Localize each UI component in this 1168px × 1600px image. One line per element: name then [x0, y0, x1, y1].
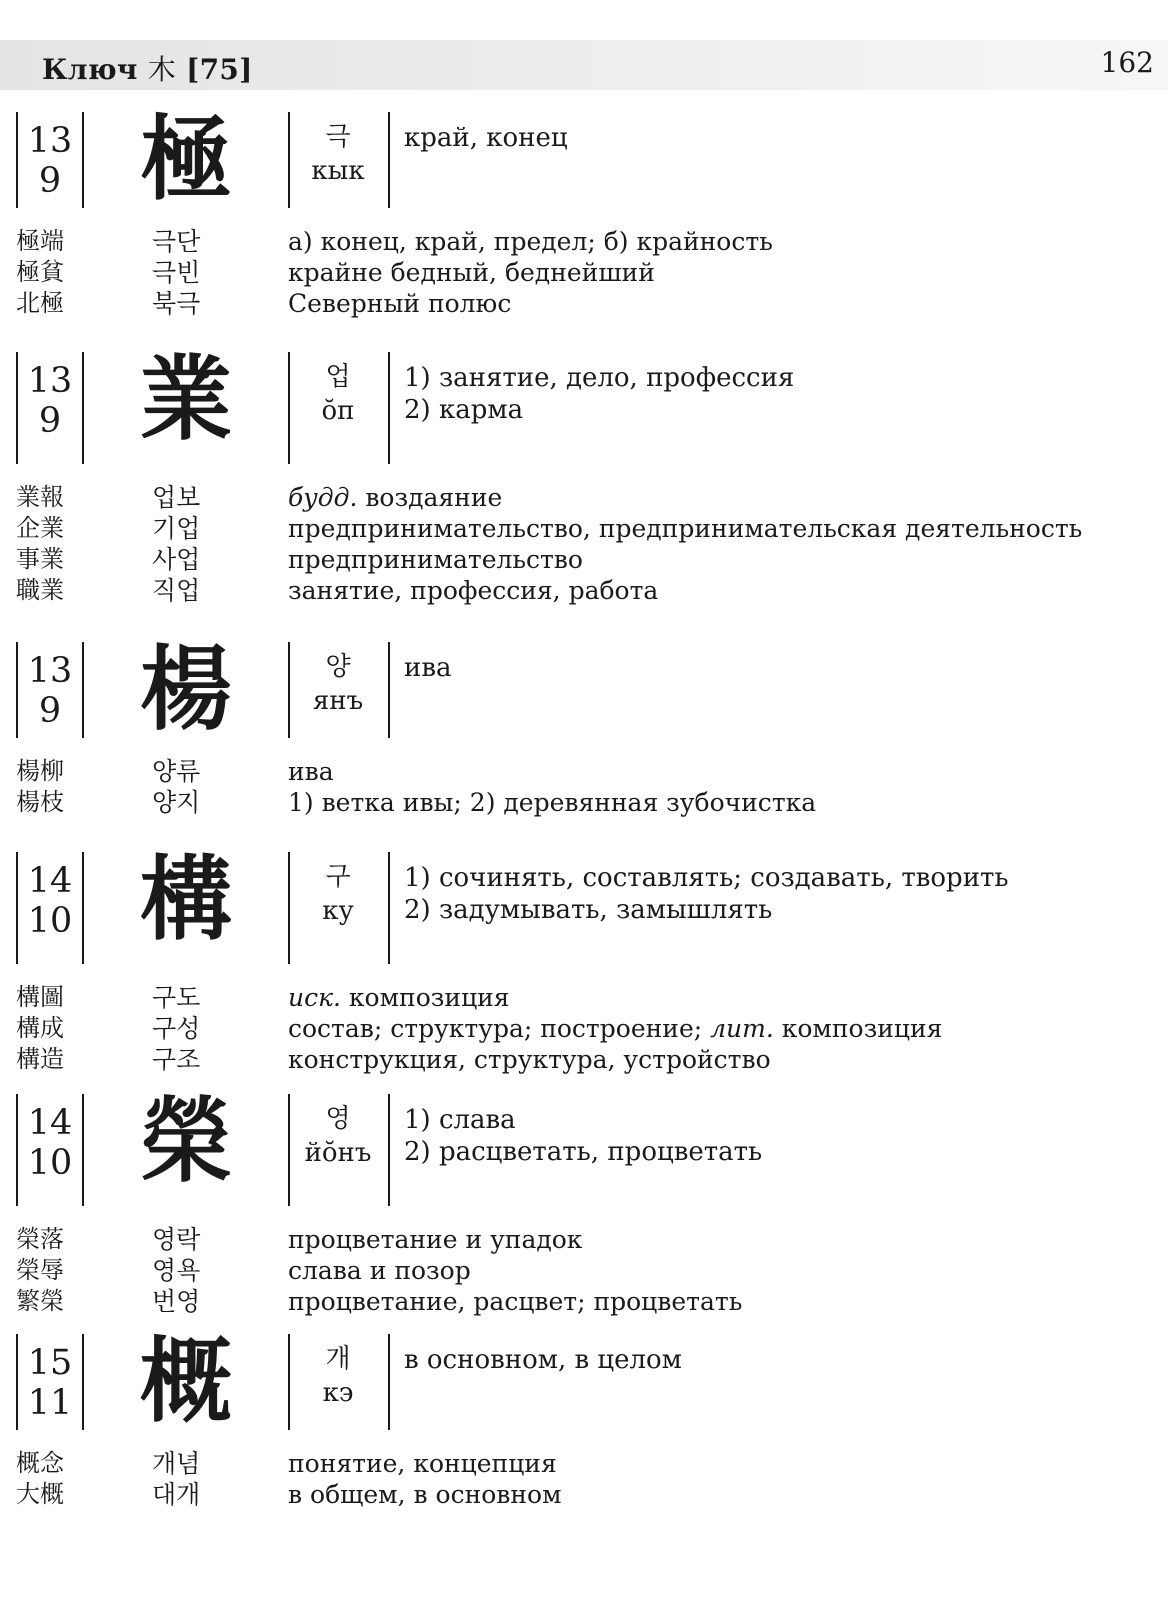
compound-hanja: 楊柳	[16, 757, 64, 785]
compound-hangul: 구성	[152, 1014, 201, 1043]
compound-hanja: 極端	[16, 227, 64, 255]
compound-meaning	[288, 1448, 557, 1479]
compound-meaning	[288, 1013, 942, 1044]
compound-hangul: 대개	[152, 1480, 201, 1509]
total-strokes: 15	[27, 1343, 73, 1383]
compound-hangul: 번영	[152, 1287, 201, 1316]
headword-meaning: край, конец	[404, 123, 568, 153]
usage-label: лит.	[710, 1014, 774, 1043]
extra-strokes: 9	[38, 401, 62, 441]
compound-meaning	[288, 787, 816, 818]
compound-hanja: 業報	[16, 483, 64, 511]
compound-meaning	[288, 513, 1082, 544]
compound-hangul: 업보	[152, 483, 201, 512]
stroke-box-left-rule	[16, 112, 18, 208]
korean-hangul: 구	[325, 862, 351, 892]
meaning-text: предпринимательство	[288, 545, 583, 574]
headword-meaning: 1) сочинять, составлять; создавать, творить	[404, 863, 1009, 893]
compound-row	[0, 787, 1168, 818]
compound-hangul: 기업	[152, 514, 201, 543]
compound-hanja: 構圖	[16, 983, 64, 1011]
meaning-text: крайне бедный, беднейший	[288, 258, 655, 287]
compound-row	[0, 226, 1168, 257]
compound-hanja: 企業	[16, 514, 64, 542]
compound-meaning	[288, 982, 510, 1013]
usage-label: иск.	[288, 983, 341, 1012]
compound-meaning	[288, 1044, 771, 1075]
compound-hanja: 事業	[16, 545, 64, 573]
compound-hangul: 양지	[152, 788, 201, 817]
radical-heading	[42, 48, 253, 88]
compound-hanja: 榮辱	[16, 1256, 64, 1284]
meaning-text: 1) ветка ивы; 2) деревянная зубочистка	[288, 788, 817, 817]
stroke-box-left-rule	[16, 852, 18, 964]
compound-hanja: 楊枝	[16, 788, 64, 816]
compound-meaning	[288, 756, 334, 787]
headword-meaning: 1) слава	[404, 1105, 516, 1135]
meaning-text: воздаяние	[357, 483, 503, 512]
stroke-box-right-rule	[82, 852, 84, 964]
kanji-entry	[0, 106, 1168, 213]
compound-hangul: 영욕	[152, 1256, 201, 1285]
headword-character: 業	[140, 346, 233, 453]
headword-meaning: 1) занятие, дело, профессия	[404, 363, 795, 393]
kanji-entry	[0, 1088, 1168, 1206]
usage-label: будд.	[288, 483, 358, 512]
stroke-box-right-rule	[82, 642, 84, 738]
compound-row	[0, 1044, 1168, 1075]
cyrillic-reading: кэ	[322, 1378, 354, 1408]
korean-hangul: 양	[325, 652, 351, 682]
stroke-box-right-rule	[82, 1094, 84, 1206]
meaning-text: а) конец, край, предел; б) крайность	[288, 227, 773, 256]
compound-hangul: 구도	[152, 983, 201, 1012]
compound-meaning	[288, 1286, 742, 1317]
headword-meaning: ива	[404, 653, 452, 683]
total-strokes: 13	[27, 121, 73, 161]
total-strokes: 14	[27, 1103, 73, 1143]
reading-right-rule	[388, 352, 390, 464]
cyrillic-reading: ŏп	[321, 396, 355, 426]
extra-strokes: 10	[27, 901, 73, 941]
compound-meaning	[288, 544, 583, 575]
compound-meaning	[288, 575, 658, 606]
total-strokes: 13	[27, 361, 73, 401]
headword-meaning: 2) расцветать, процветать	[404, 1137, 763, 1167]
compound-row	[0, 982, 1168, 1013]
compound-row	[0, 1255, 1168, 1286]
headword-character: 極	[140, 106, 233, 213]
meaning-text: конструкция, структура, устройство	[288, 1045, 771, 1074]
headword-meaning: 2) карма	[404, 395, 524, 425]
compound-meaning	[288, 288, 511, 319]
compound-hangul: 구조	[152, 1045, 201, 1074]
meaning-text: понятие, концепция	[288, 1449, 557, 1478]
compound-meaning	[288, 1224, 582, 1255]
headword-character: 楊	[140, 636, 233, 743]
compound-hanja: 繁榮	[16, 1287, 64, 1315]
cyrillic-reading: кык	[311, 156, 365, 186]
radical-character: 木	[147, 53, 176, 86]
reading-right-rule	[388, 852, 390, 964]
korean-hangul: 업	[325, 362, 351, 392]
meaning-text: ива	[288, 757, 334, 786]
meaning-text: процветание и упадок	[288, 1225, 583, 1254]
compound-row	[0, 482, 1168, 513]
extra-strokes: 10	[27, 1143, 73, 1183]
kanji-entry	[0, 346, 1168, 464]
stroke-box-left-rule	[16, 1334, 18, 1430]
page-number: 162	[1100, 46, 1154, 79]
meaning-text: Северный полюс	[288, 289, 512, 318]
heading-prefix: Ключ	[42, 53, 138, 86]
compound-row	[0, 1013, 1168, 1044]
meaning-text: композиция	[340, 983, 510, 1012]
compound-hanja: 北極	[16, 289, 64, 317]
meaning-text: состав; структура; построение;	[288, 1014, 711, 1043]
compound-row	[0, 288, 1168, 319]
stroke-box-right-rule	[82, 112, 84, 208]
cyrillic-reading: ку	[322, 896, 354, 926]
cyrillic-reading: янъ	[312, 686, 364, 716]
compound-hangul: 북극	[152, 289, 201, 318]
extra-strokes: 9	[38, 691, 62, 731]
stroke-box-left-rule	[16, 352, 18, 464]
meaning-text: в общем, в основном	[288, 1480, 562, 1509]
compound-row	[0, 544, 1168, 575]
compound-hangul: 극단	[152, 227, 201, 256]
meaning-text: слава и позор	[288, 1256, 471, 1285]
cyrillic-reading: йŏнъ	[304, 1138, 372, 1168]
radical-number: [75]	[186, 53, 253, 86]
compound-hangul: 양류	[152, 757, 201, 786]
meaning-text: предпринимательство, предпринимательская деятельность	[288, 514, 1083, 543]
compound-row	[0, 756, 1168, 787]
meaning-text: процветание, расцвет; процветать	[288, 1287, 743, 1316]
headword-character: 構	[140, 846, 233, 953]
compound-row	[0, 257, 1168, 288]
compound-hanja: 構成	[16, 1014, 64, 1042]
reading-right-rule	[388, 1334, 390, 1430]
stroke-box-left-rule	[16, 642, 18, 738]
compound-hanja: 構造	[16, 1045, 64, 1073]
kanji-entry	[0, 846, 1168, 964]
compound-row	[0, 1479, 1168, 1510]
compound-hangul: 영락	[152, 1225, 201, 1254]
compound-meaning	[288, 482, 502, 513]
compound-row	[0, 1224, 1168, 1255]
compound-hanja: 職業	[16, 576, 64, 604]
reading-right-rule	[388, 642, 390, 738]
compound-hanja: 大概	[16, 1480, 64, 1508]
compound-row	[0, 575, 1168, 606]
stroke-box-left-rule	[16, 1094, 18, 1206]
headword-meaning: 2) задумывать, замышлять	[404, 895, 773, 925]
compound-meaning	[288, 1479, 562, 1510]
compound-hangul: 직업	[152, 576, 201, 605]
meaning-text: композиция	[773, 1014, 943, 1043]
reading-right-rule	[388, 1094, 390, 1206]
headword-character: 榮	[140, 1088, 233, 1195]
page-header	[0, 40, 1168, 90]
compound-meaning	[288, 1255, 471, 1286]
stroke-box-right-rule	[82, 1334, 84, 1430]
compound-hanja: 榮落	[16, 1225, 64, 1253]
compound-row	[0, 513, 1168, 544]
reading-right-rule	[388, 112, 390, 208]
headword-character: 概	[140, 1328, 233, 1435]
compound-hanja: 極貧	[16, 258, 64, 286]
compound-hanja: 概念	[16, 1449, 64, 1477]
extra-strokes: 9	[38, 161, 62, 201]
total-strokes: 14	[27, 861, 73, 901]
compound-meaning	[288, 257, 655, 288]
compound-meaning	[288, 226, 773, 257]
korean-hangul: 영	[325, 1104, 351, 1134]
korean-hangul: 개	[325, 1344, 351, 1374]
meaning-text: занятие, профессия, работа	[288, 576, 659, 605]
kanji-entry	[0, 1328, 1168, 1435]
headword-meaning: в основном, в целом	[404, 1345, 682, 1375]
extra-strokes: 11	[27, 1383, 73, 1423]
compound-hangul: 개념	[152, 1449, 201, 1478]
korean-hangul: 극	[325, 122, 351, 152]
compound-hangul: 극빈	[152, 258, 201, 287]
compound-row	[0, 1448, 1168, 1479]
stroke-box-right-rule	[82, 352, 84, 464]
total-strokes: 13	[27, 651, 73, 691]
compound-hangul: 사업	[152, 545, 201, 574]
kanji-entry	[0, 636, 1168, 743]
compound-row	[0, 1286, 1168, 1317]
